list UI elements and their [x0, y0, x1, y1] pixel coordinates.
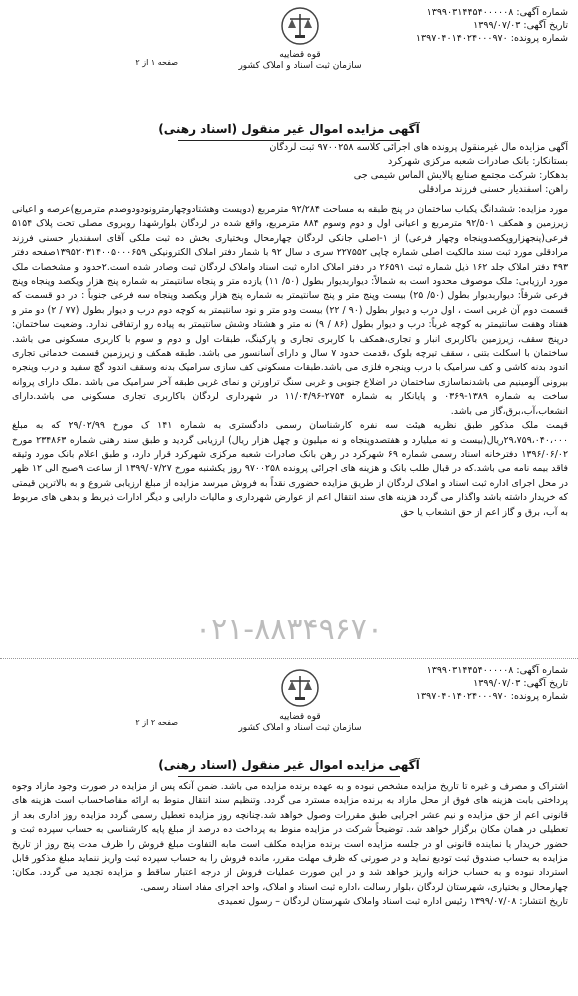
case-number-1: شماره پرونده: ۱۳۹۷۰۴۰۱۴۰۲۴۰۰۰۹۷۰	[415, 33, 568, 44]
judiciary-emblem-icon	[280, 668, 320, 708]
page-number-2: صفحه ۲ از ۲	[135, 718, 178, 727]
debtor-field: بدهکار: شرکت مجتمع صنایع پالایش الماس شیمی جی	[353, 170, 568, 181]
ad-meta-1	[368, 6, 568, 45]
judiciary-logo-1	[260, 6, 340, 61]
block-separator	[0, 658, 578, 659]
case-number-2: شماره پرونده: ۱۳۹۷۰۴۰۱۴۰۲۴۰۰۰۹۷۰	[415, 691, 568, 702]
mortgagor-field: راهن: اسفندیار حسنی فرزند مرادقلی	[418, 184, 568, 195]
ad-date-2: تاریخ آگهی: ۱۳۹۹/۰۷/۰۳	[473, 678, 568, 689]
judiciary-label-2: قوه قضاییه	[279, 712, 321, 722]
ad-meta-2	[368, 664, 568, 703]
phone-watermark: ۰۲۱-۸۸۳۴۹۶۷۰	[194, 612, 384, 647]
ad-number-1: شماره آگهی: ۱۳۹۹۰۳۱۴۴۵۴۰۰۰۰۰۸	[426, 7, 568, 18]
ad-date-1: تاریخ آگهی: ۱۳۹۹/۰۷/۰۳	[473, 20, 568, 31]
org-name-2: سازمان ثبت اسناد و املاک کشور	[238, 723, 362, 733]
judiciary-emblem-icon	[280, 6, 320, 46]
ad-number-2: شماره آگهی: ۱۳۹۹۰۳۱۴۴۵۴۰۰۰۰۰۸	[426, 665, 568, 676]
notice-intro: آگهی مزایده مال غیرمنقول پرونده های اجرائی کلاسه ۹۷۰۰۲۵۸ ثبت لردگان	[269, 142, 568, 153]
creditor-field: بستانکار: بانک صادرات شعبه مرکزی شهرکرد	[388, 156, 568, 167]
notice-body-2: اشتراک و مصرف و غیره تا تاریخ مزایده مشخص نبوده و به عهده برنده مزایده می باشد. ضمن آنکه پس از مزایده در صورت وجود مازاد وجوه پرداختی بابت هزینه های فوق از محل مازاد به برنده مزایده مسترد می گردد. وتنظیم سند انتقال منوط به ارائه مفاصاحساب است هزینه های قانونی اعم از حق مزایده و نیم عشر اجرایی طبق مقررات وصول خواهد شد.چنانچه روز مزایده تعطیل رسمی گردد مزایده روز اداری بعد از تعطیلی در همان مکان برگزار خواهد شد. توضیحاً شرکت در مزایده منوط به پرداخت ده درصد از مبلغ پایه کارشناسی به حساب سپرده ثبت و حضور خریدار یا نماینده قانونی او در جلسه مزایده است برنده مزایده مکلف است مابه التفاوت مبلغ فروش را ظرف مدت پنج روز از تاریخ مزایده به حساب صندوق ثبت تودیع نماید و در صورتی که ظرف مهلت مقرر، مانده فروش را به حساب سپرده ثبت واریز ننماید مبلغ مذکور قابل استرداد نبوده و به حساب خزانه واریز خواهد شد و در این صورت عملیات فروش از درجه اعتبار ساقط و مزایده تجدید می گردد. مکان: چهارمحال و بختیاری، شهرستان لردگان ،بلوار رسالت ،اداره ثبت اسناد و املاک، واحد اجرای مفاد اسناد رسمی. تاریخ انتشار: ۱۳۹۹/۰۷/۰۸ رئیس اداره ثبت اسناد واملاک شهرستان لردگان – رسول تعمیدی	[12, 781, 568, 908]
notice-body-1: مورد مزایده: ششدانگ یکباب ساختمان در پنج طبقه به مساحت ۹۲/۲۸۴ مترمربع (دویست وهشتادوچهارمترونودودوصدم مترمربع)عرصه و اعیانی زیرزمین و همکف ۹۲/۵۰۱ مترمربع و اعیانی اول و دوم وسوم ۸۸۴ مترمربع، واقع شده در لردگان بلوارشهدا روبروی مصلی تحت پلاک ۵۱۵۴ فرعی(پنجهزاروپکصدوپنجاه وچهار فرعی) از ۱-اصلی جانکی لردگان چهارمحال وبختیاری بخش ده ثبت ملکی آقای اسفندیار حسنی فرزند مرادقلی مورد ثبت سند مالکیت اصلی شماره چاپی ۲۲۷۵۵۲ سری د سال ۹۲ با شمار دفتر املاک الکترونیکی ۱۳۹۵۲۰۳۱۴۰۰۵۰۰۰۶۵۹صفحه دفتر ۴۹۳ دفتر املاک جلد ۱۶۲ ذیل شماره ثبت ۲۶۵۹۱ در دفتر املاک اداره ثبت اسناد واملاک لردگان ثبت وصادر شده است.۲حدود و مشخصات ملک مورد ارزیابی: ملک موصوف محدود است به شمالاً: دیواربدیوار بطول (۵۰/ ۱۱) یازده متر و پنجاه سانتیمتر به شماره پنج هزار ویکصد وپنجاه وپنج فرعی شرقاً: دیواربدیوار بطول (۵۰/ ۲۵) بیست وپنج متر و پنج سانتیمتر به شماره پنج هزار ویکصد وپنجاه سه فرعی جنوباً : در دو قسمت که قسمت دوم آن غربی است ، اول درب و دیوار بطول (۹۰ / ۲۲) بیست ودو متر و نود سانتیمتر به کوچه دوم درب و دیوار بطول (۷۷ / ۲) دو متر و هفتاد وهفت سانتیمتر به کوچه غرباً: درب و دیوار بطول (۸۶ / ۹) نه متر و هشتاد وشش سانتیمتر به پیاده رو ارتفاقی ندارد. وضعیت ساختمان: درپنج سقف، زیرزمین باکاربری انبار و تجاری،همکف با کاربری تجاری و پارکینگ، طبقات اول و دوم و سوم با کاربری مسکونی می باشد. ساختمان با اسکلت بتنی ، سقف تیرچه بلوک ،قدمت حدود ۷ سال و دارای آسانسور می باشد. طبقه همکف و زیرزمین قسمت خدماتی تجاری اندود بدنه کاشی و کف سرامیک با درب وپنجره فلزی می باشد.طبقات مسکونی کف سازی سرامیک بدنه وسقف اندود گچ سفید و درب وپنجره بیرونی آلومینیم می باشدنماسازی ساختمان در اضلاع جنوبی و غربی سنگ تراورتن و نمای غربی طبقه آخر سرامیک می باشد .ملک دارای پروانه ساخت به شماره ۱۳۸۹-۰۳۶۹ و پایانکار به شماره ۲۷۵۴-۱۱/۰۴/۹۶ در شهرداری لردگان باکاربری تجاری مسکونی می باشد.دارای انشعاب،آب،برق،گاز می باشد. قیمت ملک مذکور طبق نظریه هیئت سه نفره کارشناسان رسمی دادگستری به شماره ۱۴۱ ک مورخ ۲۹/۰۲/۹۹ که به مبلغ ۲۹،۷۵۹،۰۴۰،۰۰۰ریال(بیست و نه میلیارد و هفتصدوپنجاه و نه میلیون و چهل هزار ریال) ارزیابی گردید و طبق سند رهنی شماره ۲۳۴۸۶۳ مورخ ۱۳۹۶/۰۶/۰۲ دفترخانه اسناد رسمی شماره ۶۹ شهرکرد در رهن بانک صادرات شعبه مرکزی شهرکرد قرار دارد، و طبق اعلام بانک مورد وثیقه فاقد بیمه نامه می باشد.که در قبال طلب بانک و هزینه های اجرائی پرونده ۹۷۰۰۲۵۸ روز یکشنبه مورخ ۱۳۹۹/۰۷/۲۷ از ساعت ۹صبح الی ۱۲ ظهر در محل اجرای اداره ثبت اسناد و املاک لردگان از طریق مزایده حضوری نقداً به فروش میرسد مزایده از مبلغ ارزیابی شروع و به بالاترین قیمتی که خریدار داشته باشد واگذار می گردد هزینه های سند انتقال اعم از عوارض شهرداری و مالیات دارایی و دیگر ادارات ذیربط و بدهی های مربوط به آب، برق و گاز اعم از حق انشعاب یا حق	[12, 204, 569, 518]
judiciary-label-1: قوه قضاییه	[279, 50, 321, 60]
notice-title-2: آگهی مزایده اموال غیر منقول (اسناد رهنی)	[158, 758, 420, 772]
org-name-1: سازمان ثبت اسناد و املاک کشور	[238, 61, 362, 71]
judiciary-logo-2	[260, 668, 340, 723]
title-rule-2	[178, 776, 400, 777]
notice-title-1: آگهی مزایده اموال غیر منقول (اسناد رهنی)	[158, 122, 420, 136]
page-number-1: صفحه ۱ از ۲	[135, 58, 178, 67]
